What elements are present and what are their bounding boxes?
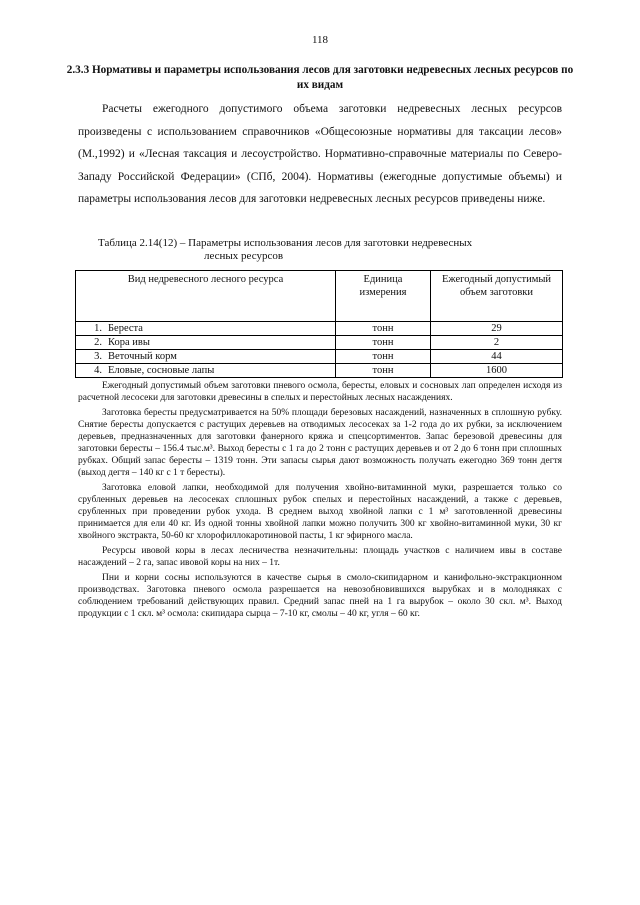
resource-name: Береста bbox=[108, 323, 143, 334]
table-row bbox=[76, 322, 563, 336]
row-number: 2. bbox=[94, 337, 102, 348]
table-caption bbox=[98, 237, 558, 263]
table-header-cell: Единица измерения bbox=[336, 271, 431, 322]
row-number: 1. bbox=[94, 323, 102, 334]
page-number: 118 bbox=[311, 34, 329, 46]
resource-name-cell bbox=[76, 350, 336, 364]
paragraph: Заготовка бересты предусматривается на 50% площади березовых насаждений, назначенных в сплошную рубку. Снятие бересты допускается с растущих деревьев на отводимых лесосеках за 1-2 года до их рубки, за исключением деревьев, предназначенных для заготовки фанерного кряжа и спецсортиментов. Запас березовой древесины для заготовки бересты – 156.4 тыс.м³. Выход бересты с 1 га до 2 тонн с растущих деревьев и от 2 до 6 тонн при сплошных рубках. Общий запас бересты – 1319 тонн. Эти запасы сырья дают возможность получать ежегодно 369 тонн дегтя (выход дегтя – 140 кг с 1 т бересты). bbox=[78, 408, 562, 478]
row-number: 4. bbox=[94, 365, 102, 376]
row-number: 3. bbox=[94, 351, 102, 362]
table-row bbox=[76, 336, 563, 350]
value-cell: 1600 bbox=[431, 364, 563, 378]
unit-cell: тонн bbox=[336, 322, 431, 336]
paragraph: Заготовка еловой лапки, необходимой для получения хвойно-витаминной муки, разрешается только со срубленных деревьев на лесосеках сплошных рубок спелых и перестойных насаждений, а также с деревьев, срубленных при проведении рубок ухода. В среднем выход хвойной лапки с 1 м³ заготовленной древесины принимается для ели 40 кг. Из одной тонны хвойной лапки можно получить 300 кг хвойно-витаминной муки, 30 кг хвойного экстракта, 50-60 кг хлорофиллокаротиновой пасты, 1 кг эфирного масла. bbox=[78, 483, 562, 541]
value-cell: 29 bbox=[431, 322, 563, 336]
unit-cell: тонн bbox=[336, 364, 431, 378]
table-row bbox=[76, 364, 563, 378]
resource-name: Кора ивы bbox=[108, 337, 150, 348]
paragraph: Пни и корни сосны используются в качестве сырья в смоло-скипидарном и канифольно-экстракционном производствах. Заготовка пневого осмола разрешается на невозобновившихся вырубках и в молодняках с соблюдением требований действующих правил. Средний запас пней на 1 га вырубок – около 30 скл. м³. Выход продукции с 1 скл. м³ осмола: скипидара сырца – 7-10 кг, смолы – 40 кг, угля – 60 кг. bbox=[78, 573, 562, 619]
table-caption-line1: Таблица 2.14(12) – Параметры использования лесов для заготовки недревесных bbox=[98, 237, 473, 249]
resource-name: Веточный корм bbox=[108, 351, 177, 362]
value-cell: 2 bbox=[431, 336, 563, 350]
resources-table bbox=[75, 270, 563, 378]
resource-name: Еловые, сосновые лапы bbox=[108, 365, 215, 376]
intro-block bbox=[78, 98, 562, 211]
unit-cell: тонн bbox=[336, 336, 431, 350]
table-header-cell: Вид недревесного лесного ресурса bbox=[76, 271, 336, 322]
intro-paragraph: Расчеты ежегодного допустимого объема заготовки недревесных лесных ресурсов произведены с использованием справочников «Общесоюзные нормативы для таксации лесов» (М.,1992) и «Лесная таксация и лесоустройство. Нормативно-справочные материалы по Северо-Западу Российской Федерации» (СПб, 2004). Нормативы (ежегодные допустимые объемы) и параметры использования лесов для заготовки недревесных лесных ресурсов приведены ниже. bbox=[78, 103, 562, 206]
table-header-row bbox=[76, 271, 563, 322]
value-cell: 44 bbox=[431, 350, 563, 364]
table-header-cell: Ежегодный допустимый объем заготовки bbox=[431, 271, 563, 322]
resource-name-cell bbox=[76, 336, 336, 350]
paragraph: Ежегодный допустимый объем заготовки пневого осмола, бересты, еловых и сосновых лап определен исходя из расчетной лесосеки для заготовки древесины в спелых и перестойных лесных насаждениях. bbox=[78, 381, 562, 403]
paragraph: Ресурсы ивовой коры в лесах лесничества незначительны: площадь участков с наличием ивы в составе насаждений – 2 га, запас ивовой коры на них – 1т. bbox=[78, 546, 562, 568]
body-text bbox=[78, 380, 562, 623]
table-row bbox=[76, 350, 563, 364]
resource-name-cell bbox=[76, 322, 336, 336]
table-caption-line2: лесных ресурсов bbox=[204, 250, 284, 262]
unit-cell: тонн bbox=[336, 350, 431, 364]
section-heading: 2.3.3 Нормативы и параметры использования лесов для заготовки недревесных лесных ресурсов по их видам bbox=[66, 64, 574, 91]
resource-name-cell bbox=[76, 364, 336, 378]
